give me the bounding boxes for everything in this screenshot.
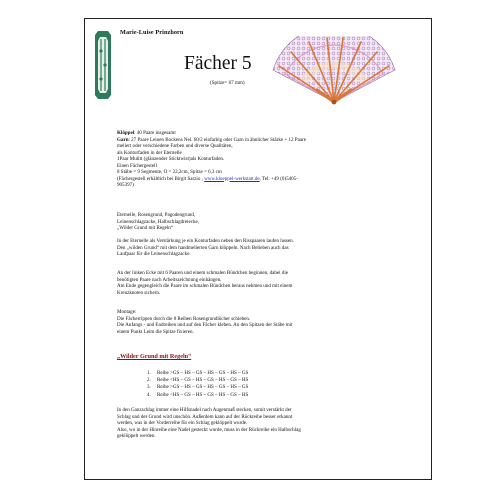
- paragraph-line: benötigten Paare nach Arbeitszeichnung einhängen.: [117, 276, 222, 283]
- kloeppel-label: Klöppel: [117, 130, 135, 136]
- paragraph-line: werden, was in der Vorderreihe für ein Schlag geklöppelt wurde.: [117, 420, 248, 426]
- row-text: Reihe >GS – HS – GS – HS – GS – HS – GS: [157, 384, 249, 391]
- lace-bobbin-logo-icon: [95, 31, 111, 99]
- paragraph-line: Kreuzknoten sichern.: [117, 289, 161, 296]
- gestell-text: (Fächergestell erhältlich bei Birgit Sarzio ,: [117, 175, 205, 182]
- row-text: Reihe <HS – GS – HS – GS – HS – GS – HS: [157, 391, 249, 398]
- kloeppel-value: : 40 Paare insgesamt: [134, 130, 176, 136]
- paragraph-line: Den „wilden Grund“ mit dem handmelierten Garn klöppeln. Nach Belieben auch das: [117, 244, 289, 251]
- row-list: [147, 370, 248, 399]
- garn-line: meliert oder verschiedene Farben und diverse Qualitäten,: [117, 143, 233, 149]
- row-number: 1.: [147, 370, 151, 376]
- materials-block: [117, 130, 417, 189]
- row-number: 2.: [147, 377, 151, 384]
- technique-line: Leinenschlagzacke, Halbschlagdreiecke,: [117, 218, 199, 225]
- paragraph-line: Die Fächerrippen durch die 8 Reihen Rosengrundlöcher schieben.: [117, 315, 251, 322]
- paragraph-line: Laufpaar für die Leinenschlagzacke.: [117, 251, 191, 257]
- page-title: Fächer 5: [184, 53, 252, 74]
- garn-line: : 27 Paare Leinen Bockens Nel. 60/2 einfarbig oder Garn in ähnlicher Stärke + 12 Paare: [128, 136, 306, 143]
- paragraph-line: An der linken Ecke mit 6 Paaren und einem schmalen Bündchen beginnen, dabei die: [117, 270, 288, 276]
- paragraph-line: In der Eternelle als Verstärkung je ein Konturfaden neben den Risspaaren laufen lassen.: [117, 238, 294, 244]
- section-heading: „Wilder Grund mit Regeln“: [117, 353, 192, 360]
- list-item: [147, 377, 248, 384]
- lace-fan-photo: [271, 36, 397, 106]
- mounting-paragraph: [117, 309, 417, 335]
- garn-line: als Konturfaden in der Eternelle: [117, 149, 182, 156]
- author-name: Marie-Luise Prinzhorn: [120, 29, 184, 36]
- technique-line: „Wilder Grund mit Regeln“: [117, 225, 173, 231]
- paragraph-line: In den Ganzschlag immer eine Hilfsnadel nach Augenmaß stecken, somit verstärkt der: [117, 407, 292, 413]
- row-number: 3.: [147, 384, 151, 391]
- paragraph-line: Also, wo in der Hinreihe eine Nadel gesteckt wurde, muss in der Rückreihe ein Halbschlag: [117, 426, 301, 433]
- list-item: [147, 392, 248, 399]
- technique-line: Eternelle, Rosengrund, Pagodengrund,: [117, 212, 196, 218]
- instructions-paragraph: [117, 238, 417, 258]
- row-number: 4.: [147, 391, 151, 398]
- paragraph-line: Die Anfangs - und Endreihen und auf den Fächer kleben. An den Spitzen der Stäbe mit: [117, 322, 293, 328]
- document-page: [84, 18, 432, 480]
- paragraph-line: einem Punkt Leim die Spitze fixieren.: [117, 328, 194, 335]
- paragraph-line: Am Ende gegengleich die Paare im schmalen Bündchen heraus nehmen und mit einem: [117, 283, 293, 289]
- list-item: [147, 384, 248, 391]
- garn-line: 8 Stäbe = 9 Segmente, O = 22,2cm, Spitze = 6,3 cm: [117, 169, 222, 175]
- supplier-website-link[interactable]: www.kloeppel-werkstatt.de: [204, 175, 260, 182]
- paragraph-line: geklöppelt werden.: [117, 433, 156, 439]
- gestell-phone: 905397): [117, 182, 134, 188]
- garn-label: Garn: [117, 136, 129, 143]
- page-subtitle: (Spitze= 67 mm): [210, 80, 245, 86]
- row-text: Reihe <HS – GS – HS – GS – HS – GS – HS: [157, 377, 249, 384]
- gestell-phone-label: , Tel: +49 (0)5405-: [259, 175, 298, 182]
- techniques-block: [117, 212, 417, 232]
- garn-line: 1Paar Mulitt (glänzender Sticktwist)als Konturfaden.: [117, 156, 225, 162]
- closing-paragraph: [117, 407, 417, 440]
- paragraph-line: Montage:: [117, 309, 137, 315]
- garn-line: Einen Fächergestell: [117, 162, 157, 169]
- row-text: Reihe >GS – HS – GS – HS – GS – HS – GS: [157, 370, 249, 376]
- paragraph-line: Schlag und der Grund wird unschön. Außerdem kann auf der Rückreihe besser erkannt: [117, 413, 293, 420]
- list-item: [147, 370, 248, 377]
- start-end-paragraph: [117, 270, 417, 296]
